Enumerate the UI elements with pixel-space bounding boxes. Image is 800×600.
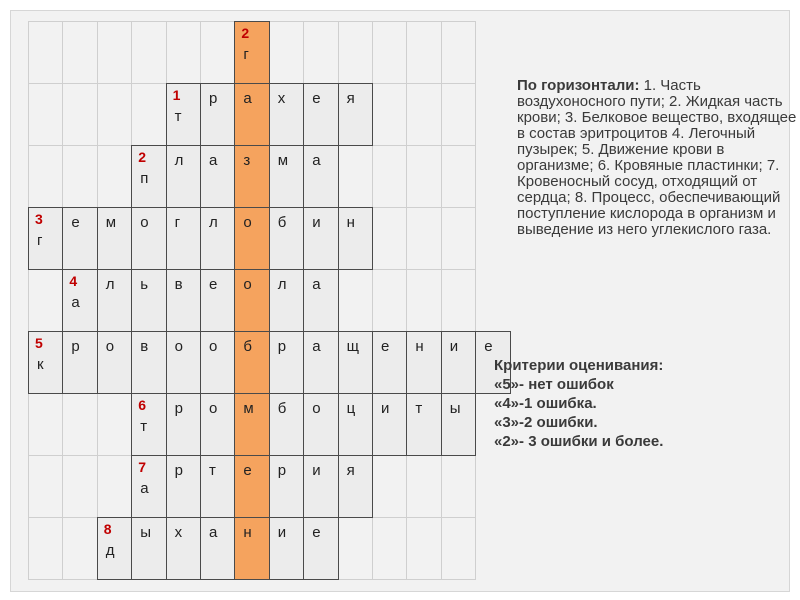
cell-letter: м bbox=[277, 152, 289, 169]
crossword-cell bbox=[28, 207, 63, 270]
cell-letter: н bbox=[346, 214, 355, 231]
cell-letter: к bbox=[37, 356, 44, 373]
cell-letter: т bbox=[140, 418, 148, 435]
cell-letter: р bbox=[277, 462, 287, 479]
criteria-line: «2»- 3 ошибки и более. bbox=[494, 433, 664, 450]
cell-letter: а bbox=[140, 480, 149, 497]
grid-background-cell bbox=[62, 393, 97, 456]
cell-letter: а bbox=[312, 152, 321, 169]
cell-letter: а bbox=[209, 152, 218, 169]
crossword-cell bbox=[303, 455, 338, 518]
cell-letter: и bbox=[381, 400, 390, 417]
grid-background-cell bbox=[372, 83, 407, 146]
crossword-cell bbox=[166, 207, 201, 270]
cell-letter: о bbox=[105, 338, 115, 355]
cell-letter: а bbox=[312, 338, 321, 355]
crossword-cell bbox=[441, 393, 476, 456]
clue-number: 6 bbox=[138, 397, 146, 413]
grid-background-cell bbox=[62, 455, 97, 518]
cell-letter: е bbox=[312, 524, 321, 541]
cell-letter: е bbox=[381, 338, 390, 355]
crossword-cell bbox=[166, 83, 201, 146]
cell-letter: м bbox=[105, 214, 117, 231]
clue-number: 3 bbox=[35, 211, 43, 227]
crossword-cell bbox=[303, 207, 338, 270]
cell-letter: в bbox=[140, 338, 149, 355]
grid-background-cell bbox=[97, 21, 132, 84]
cell-letter: я bbox=[346, 462, 355, 479]
cell-letter: о bbox=[312, 400, 321, 417]
cell-letter: ы bbox=[449, 400, 461, 417]
cell-letter: р bbox=[174, 462, 183, 479]
cell-letter: г bbox=[37, 232, 43, 249]
grid-background-cell bbox=[28, 21, 63, 84]
cell-letter: р bbox=[209, 90, 218, 107]
cell-letter: щ bbox=[346, 338, 359, 355]
crossword-cell bbox=[234, 207, 269, 270]
crossword-cell bbox=[97, 269, 132, 332]
grid-background-cell bbox=[28, 83, 63, 146]
crossword-cell bbox=[303, 331, 338, 394]
crossword-cell bbox=[338, 393, 373, 456]
crossword-cell bbox=[166, 269, 201, 332]
grid-background-cell bbox=[441, 517, 476, 580]
crossword-cell bbox=[200, 517, 235, 580]
crossword-cell bbox=[97, 331, 132, 394]
grid-background-cell bbox=[441, 145, 476, 208]
crossword-cell bbox=[234, 331, 269, 394]
crossword-cell bbox=[269, 207, 304, 270]
clue-number: 4 bbox=[69, 273, 78, 289]
crossword-cell bbox=[200, 83, 235, 146]
crossword-cell bbox=[234, 145, 269, 208]
crossword-cell bbox=[269, 393, 304, 456]
cell-letter: о bbox=[243, 276, 252, 293]
grid-background-cell bbox=[441, 83, 476, 146]
crossword-cell bbox=[200, 145, 235, 208]
grid-background-cell bbox=[406, 455, 441, 518]
grid-background-cell bbox=[372, 455, 407, 518]
cell-letter: е bbox=[209, 276, 218, 293]
crossword-cell bbox=[28, 331, 63, 394]
cell-letter: б bbox=[277, 400, 287, 417]
crossword-cell bbox=[372, 331, 407, 394]
crossword-cell bbox=[131, 145, 166, 208]
grid-background-cell bbox=[28, 393, 63, 456]
cell-letter: е bbox=[71, 214, 80, 231]
crossword-cell bbox=[441, 331, 476, 394]
crossword-cell bbox=[62, 207, 97, 270]
crossword-cell bbox=[303, 517, 338, 580]
crossword-cell bbox=[338, 331, 373, 394]
grid-background-cell bbox=[131, 83, 166, 146]
cell-letter: о bbox=[209, 400, 218, 417]
clue-number: 8 bbox=[103, 521, 112, 537]
grid-background-cell bbox=[338, 517, 373, 580]
crossword-cell bbox=[372, 393, 407, 456]
crossword-cell bbox=[131, 207, 166, 270]
crossword-cell bbox=[338, 455, 373, 518]
cell-letter: з bbox=[243, 152, 251, 169]
cell-letter: л bbox=[209, 214, 218, 231]
grid-background-cell bbox=[97, 145, 132, 208]
crossword-cell bbox=[200, 207, 235, 270]
cell-letter: б bbox=[277, 214, 287, 231]
cell-letter: о bbox=[140, 214, 149, 231]
criteria-panel bbox=[494, 356, 794, 451]
cell-letter: и bbox=[312, 214, 321, 231]
crossword-cell bbox=[131, 517, 166, 580]
crossword-cell bbox=[166, 331, 201, 394]
grid-background-cell bbox=[338, 145, 373, 208]
grid-background-cell bbox=[406, 517, 441, 580]
crossword-cell bbox=[269, 331, 304, 394]
grid-background-cell bbox=[28, 269, 63, 332]
crossword-cell bbox=[234, 517, 269, 580]
cell-letter: г bbox=[174, 214, 181, 231]
cell-letter: р bbox=[71, 338, 80, 355]
cell-letter: х bbox=[174, 524, 183, 541]
crossword-cell bbox=[62, 331, 97, 394]
crossword-cell bbox=[406, 393, 441, 456]
crossword-cell bbox=[131, 455, 166, 518]
cell-letter: и bbox=[277, 524, 287, 541]
cell-letter: т bbox=[174, 108, 182, 125]
grid-background-cell bbox=[406, 21, 441, 84]
cell-letter: я bbox=[346, 90, 355, 107]
clue-number: 2 bbox=[241, 25, 250, 41]
grid-background-cell bbox=[372, 21, 407, 84]
crossword-cell bbox=[166, 517, 201, 580]
grid-background-cell bbox=[303, 21, 338, 84]
cell-letter: а bbox=[209, 524, 218, 541]
crossword-cell bbox=[234, 21, 269, 84]
grid-background-cell bbox=[406, 83, 441, 146]
crossword-cell bbox=[269, 455, 304, 518]
cell-letter: х bbox=[277, 90, 286, 107]
cell-letter: л bbox=[174, 152, 184, 169]
cell-letter: ц bbox=[346, 400, 356, 417]
cell-letter: ы bbox=[140, 524, 151, 541]
crossword-cell bbox=[234, 455, 269, 518]
grid-background-cell bbox=[372, 269, 407, 332]
grid-background-cell bbox=[62, 517, 97, 580]
crossword-cell bbox=[131, 269, 166, 332]
grid-background-cell bbox=[441, 455, 476, 518]
grid-background-cell bbox=[97, 83, 132, 146]
crossword-cell bbox=[269, 145, 304, 208]
grid-background-cell bbox=[441, 21, 476, 84]
grid-background-cell bbox=[338, 269, 373, 332]
grid-background-cell bbox=[406, 145, 441, 208]
criteria-line: «3»-2 ошибки. bbox=[494, 414, 598, 431]
grid-background-cell bbox=[441, 269, 476, 332]
cell-letter: г bbox=[243, 46, 249, 63]
clue-number: 7 bbox=[138, 459, 146, 475]
clues-text: 1. Часть воздухоносного пути; 2. Жидкая часть крови; 3. Белковое вещество, входящее в состав эритроцитов 4. Легочный пузырек; 5. Движение крови в организме; 6. Кровяные пластинки; 7. Кровеносный сосуд, отходящий от сердца; 8. Процесс, обеспечивающий поступление кислорода в организм и выведение из него углекислого газа. bbox=[517, 77, 797, 238]
grid-background-cell bbox=[269, 21, 304, 84]
crossword-cell bbox=[166, 393, 201, 456]
grid-background-cell bbox=[28, 455, 63, 518]
crossword-cell bbox=[166, 145, 201, 208]
cell-letter: е bbox=[484, 338, 493, 355]
cell-letter: а bbox=[243, 90, 252, 107]
crossword-cell bbox=[303, 269, 338, 332]
crossword-cell bbox=[131, 393, 166, 456]
cell-letter: а bbox=[312, 276, 321, 293]
crossword-cell bbox=[166, 455, 201, 518]
cell-letter: и bbox=[449, 338, 459, 355]
crossword-cell bbox=[200, 393, 235, 456]
cell-letter: е bbox=[243, 462, 252, 479]
cell-letter: а bbox=[71, 294, 80, 311]
grid-background-cell bbox=[131, 21, 166, 84]
cell-letter: д bbox=[105, 542, 115, 559]
cell-letter: о bbox=[174, 338, 183, 355]
cell-letter: ь bbox=[140, 276, 149, 293]
grid-background-cell bbox=[28, 517, 63, 580]
crossword-cell bbox=[200, 269, 235, 332]
cell-letter: т bbox=[209, 462, 216, 479]
grid-background-cell bbox=[62, 21, 97, 84]
grid-background-cell bbox=[62, 83, 97, 146]
crossword-cell bbox=[269, 517, 304, 580]
grid-background-cell bbox=[338, 21, 373, 84]
cell-letter: р bbox=[174, 400, 183, 417]
clue-number: 1 bbox=[172, 87, 181, 103]
crossword-cell bbox=[338, 83, 373, 146]
grid-background-cell bbox=[372, 207, 407, 270]
crossword-cell bbox=[131, 331, 166, 394]
cell-letter: м bbox=[243, 400, 254, 417]
crossword-cell bbox=[97, 517, 132, 580]
grid-background-cell bbox=[62, 145, 97, 208]
cell-letter: п bbox=[140, 170, 149, 187]
cell-letter: в bbox=[174, 276, 183, 293]
clues-heading: По горизонтали: bbox=[517, 77, 640, 94]
crossword-cell bbox=[303, 145, 338, 208]
grid-background-cell bbox=[97, 393, 132, 456]
cell-letter: о bbox=[209, 338, 218, 355]
crossword-cell bbox=[303, 393, 338, 456]
grid-background-cell bbox=[166, 21, 201, 84]
crossword-cell bbox=[269, 83, 304, 146]
crossword-cell bbox=[62, 269, 97, 332]
grid-background-cell bbox=[372, 145, 407, 208]
grid-background-cell bbox=[406, 207, 441, 270]
cell-letter: н bbox=[243, 524, 252, 541]
criteria-title: Критерии оценивания: bbox=[494, 357, 664, 374]
cell-letter: е bbox=[312, 90, 321, 107]
grid-background-cell bbox=[97, 455, 132, 518]
crossword-cell bbox=[200, 455, 235, 518]
crossword-cell bbox=[338, 207, 373, 270]
grid-background-cell bbox=[28, 145, 63, 208]
cell-letter: и bbox=[312, 462, 321, 479]
crossword-cell bbox=[234, 83, 269, 146]
grid-background-cell bbox=[372, 517, 407, 580]
crossword-cell bbox=[234, 269, 269, 332]
clues-panel bbox=[517, 78, 797, 238]
crossword-cell bbox=[406, 331, 441, 394]
clue-number: 2 bbox=[138, 149, 146, 165]
cell-letter: о bbox=[243, 214, 252, 231]
cell-letter: р bbox=[277, 338, 287, 355]
crossword-cell bbox=[303, 83, 338, 146]
crossword-cell bbox=[269, 269, 304, 332]
criteria-line: «5»- нет ошибок bbox=[494, 376, 614, 393]
cell-letter: л bbox=[277, 276, 287, 293]
criteria-line: «4»-1 ошибка. bbox=[494, 395, 597, 412]
grid-background-cell bbox=[200, 21, 235, 84]
clue-number: 5 bbox=[35, 335, 43, 351]
crossword-cell bbox=[200, 331, 235, 394]
cell-letter: л bbox=[105, 276, 115, 293]
cell-letter: т bbox=[415, 400, 423, 417]
cell-letter: н bbox=[415, 338, 424, 355]
grid-background-cell bbox=[406, 269, 441, 332]
cell-letter: б bbox=[243, 338, 252, 355]
crossword-cell bbox=[234, 393, 269, 456]
grid-background-cell bbox=[441, 207, 476, 270]
crossword-cell bbox=[97, 207, 132, 270]
